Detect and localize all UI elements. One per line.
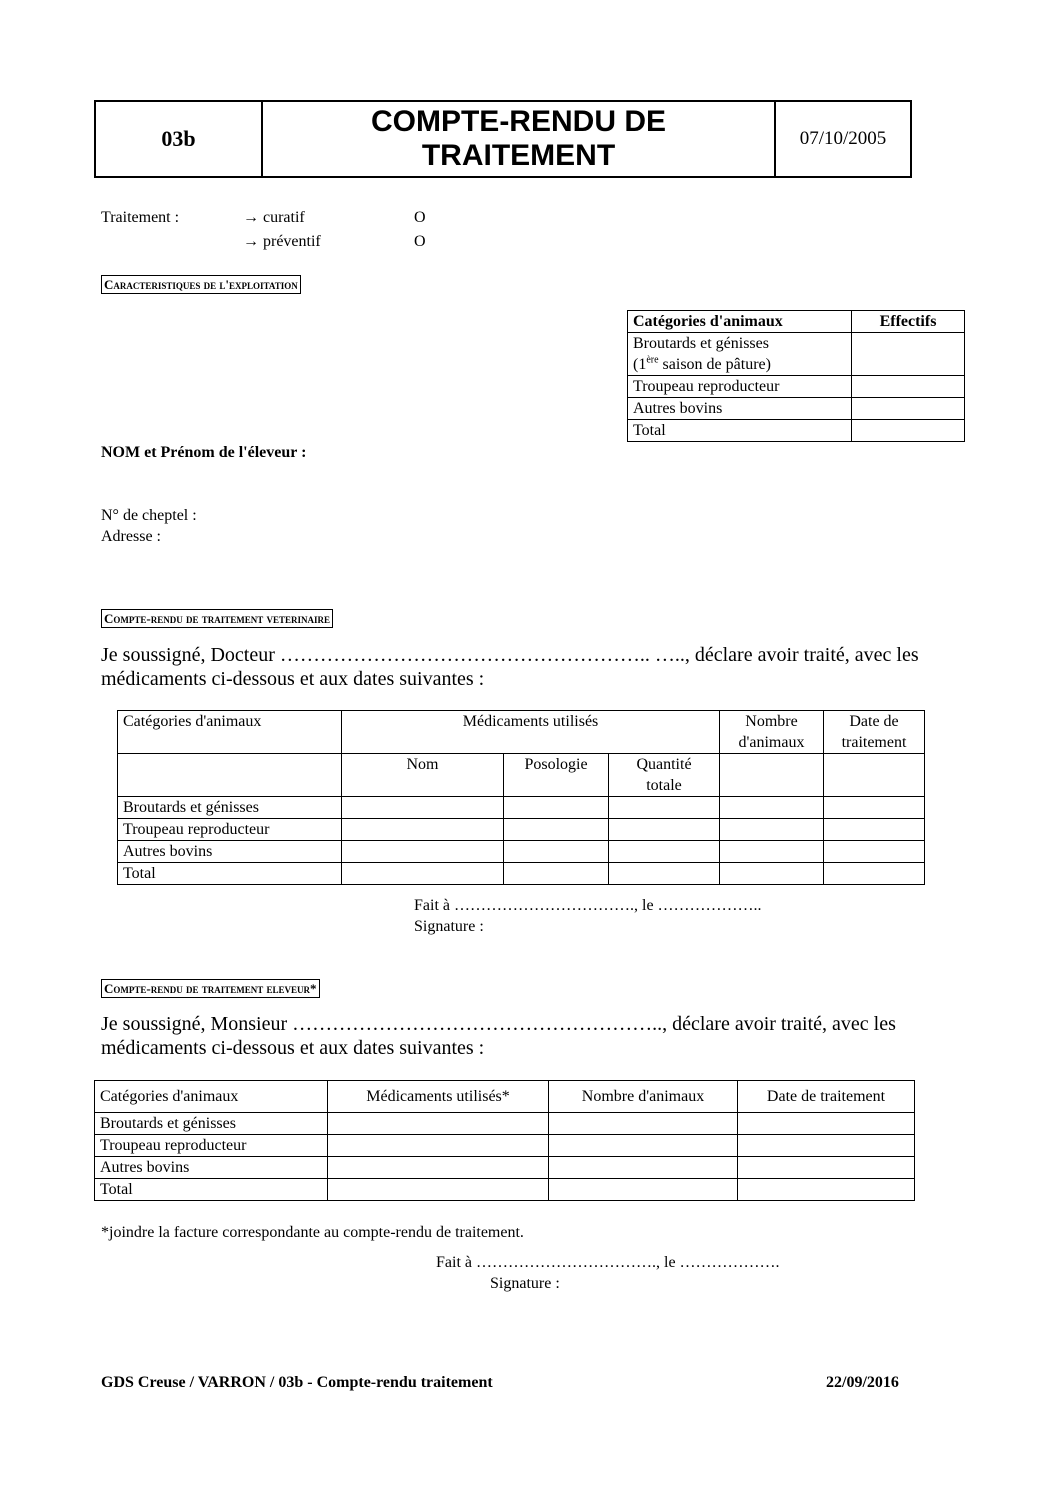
input-cell[interactable] [549,1135,738,1157]
table-cell: Autres bovins [628,398,852,420]
fait-a-vet: Fait à ……………………………., le ……………….. [414,897,762,914]
address-label: Adresse : [101,528,161,545]
table-header: Catégories d'animaux [628,311,852,333]
table-cell: Total [628,420,852,442]
eleveur-treatment-table [94,1080,915,1201]
arrow-right-icon: → [243,233,259,250]
declaration-eleveur-line1: Je soussigné, Monsieur ……………………………………………….., déclare avoir traité, avec les [101,1013,896,1035]
table-row-label: Total [118,863,342,885]
input-cell[interactable] [504,863,609,885]
table-header: Date de traitement [738,1081,915,1113]
input-cell[interactable] [824,841,925,863]
table-cell: Broutards et génisses (1ère saison de pâture) [628,333,852,376]
breeder-name-label: NOM et Prénom de l'éleveur : [101,444,307,461]
table-header: Catégories d'animaux [118,711,342,754]
input-cell[interactable] [504,819,609,841]
table-header: Posologie [504,754,609,797]
effectif-input-cell[interactable] [852,398,965,420]
input-cell[interactable] [504,841,609,863]
herd-number-label: N° de cheptel : [101,507,197,524]
table-header: Quantité totale [609,754,720,797]
declaration-vet-line1: Je soussigné, Docteur ……………………………………………….. ….., déclare avoir traité, avec les [101,644,919,666]
input-cell[interactable] [720,841,824,863]
title-line-1: COMPTE-RENDU DE [370,105,666,138]
input-cell[interactable] [342,863,504,885]
option-label: préventif [263,233,321,250]
input-cell[interactable] [720,819,824,841]
table-header: Nombre d'animaux [549,1081,738,1113]
input-cell[interactable] [342,841,504,863]
input-cell[interactable] [549,1113,738,1135]
table-row-label: Autres bovins [95,1157,328,1179]
vet-treatment-table [117,710,925,885]
table-header: Médicaments utilisés* [328,1081,549,1113]
section-label-eleveur: Compte-rendu de traitement eleveur* [101,979,320,998]
input-cell[interactable] [549,1179,738,1201]
input-cell[interactable] [328,1179,549,1201]
table-header: Effectifs [852,311,965,333]
footer-date: 22/09/2016 [826,1374,899,1391]
table-header: Nom [342,754,504,797]
document-date: 07/10/2005 [799,128,887,149]
document-title [263,102,776,176]
document-code: 03b [96,102,263,176]
table-header: Date de traitement [824,711,925,754]
input-cell[interactable] [342,819,504,841]
table-row-label: Broutards et génisses [95,1113,328,1135]
input-cell[interactable] [328,1135,549,1157]
declaration-vet-line2: médicaments ci-dessous et aux dates suivantes : [101,668,485,690]
footnote: *joindre la facture correspondante au compte-rendu de traitement. [101,1224,524,1241]
table-row-label: Broutards et génisses [118,797,342,819]
signature-vet: Signature : [414,918,484,935]
arrow-right-icon: → [243,209,259,226]
header-box [94,100,912,178]
section-label-exploitation: Caracteristiques de l'exploitation [101,275,301,294]
input-cell[interactable] [738,1179,915,1201]
input-cell[interactable] [609,863,720,885]
footer-left: GDS Creuse / VARRON / 03b - Compte-rendu traitement [101,1374,493,1391]
input-cell[interactable] [504,797,609,819]
input-cell[interactable] [720,797,824,819]
section-label-veterinaire: Compte-rendu de traitement veterinaire [101,609,333,628]
input-cell[interactable] [609,819,720,841]
effectif-input-cell[interactable] [852,333,965,376]
table-cell [118,754,342,797]
table-row-label: Troupeau reproducteur [118,819,342,841]
option-label: curatif [263,209,305,226]
radio-preventive[interactable]: O [414,233,426,250]
input-cell[interactable] [342,797,504,819]
input-cell[interactable] [824,863,925,885]
input-cell[interactable] [738,1113,915,1135]
table-header: Catégories d'animaux [95,1081,328,1113]
signature-eleveur: Signature : [490,1275,560,1292]
table-header: Médicaments utilisés [342,711,720,754]
input-cell[interactable] [328,1157,549,1179]
radio-curative[interactable]: O [414,209,426,226]
option-preventive[interactable] [243,231,321,252]
table-cell [720,754,824,797]
input-cell[interactable] [328,1113,549,1135]
fait-a-eleveur: Fait à ……………………………., le ………………. [436,1254,780,1271]
input-cell[interactable] [609,797,720,819]
input-cell[interactable] [738,1135,915,1157]
table-cell [824,754,925,797]
input-cell[interactable] [720,863,824,885]
input-cell[interactable] [738,1157,915,1179]
input-cell[interactable] [824,797,925,819]
title-line-2: TRAITEMENT [421,139,616,172]
treatment-label: Traitement : [101,209,180,226]
table-row-label: Autres bovins [118,841,342,863]
input-cell[interactable] [609,841,720,863]
declaration-eleveur-line2: médicaments ci-dessous et aux dates suivantes : [101,1037,485,1059]
input-cell[interactable] [824,819,925,841]
table-row-label: Troupeau reproducteur [95,1135,328,1157]
effectif-input-cell[interactable] [852,420,965,442]
table-cell: Troupeau reproducteur [628,376,852,398]
table-row-label: Total [95,1179,328,1201]
effectifs-table [627,310,965,442]
input-cell[interactable] [549,1157,738,1179]
effectif-input-cell[interactable] [852,376,965,398]
option-curative[interactable] [243,207,305,228]
table-header: Nombre d'animaux [720,711,824,754]
